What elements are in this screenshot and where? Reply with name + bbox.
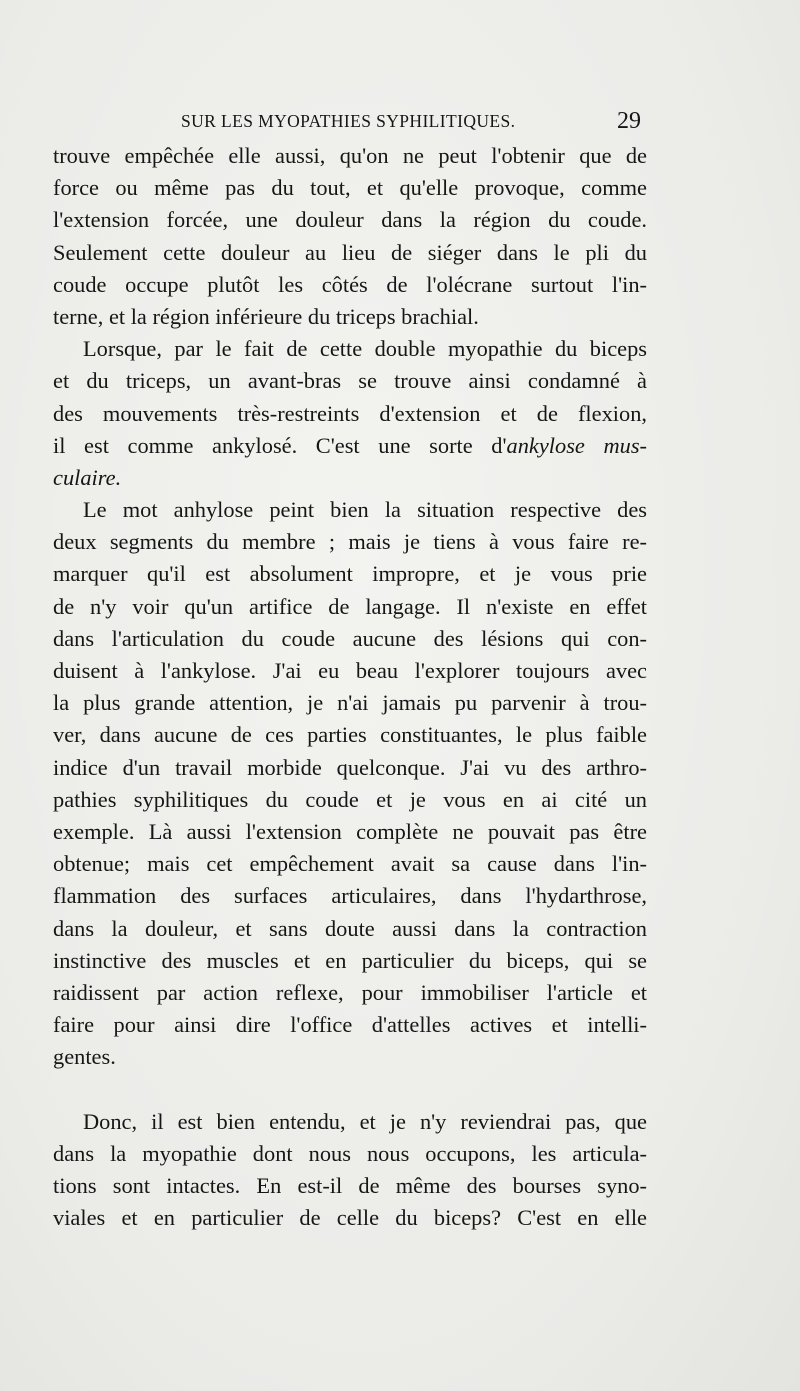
text-line <box>53 462 647 494</box>
body-text <box>53 140 647 1234</box>
text-line: Seulement cette douleur au lieu de siéger dans le pli du <box>53 239 647 265</box>
running-head <box>181 108 641 136</box>
italic-term: culaire. <box>53 464 122 490</box>
text-line: viales et en particulier de celle du biceps? C'est en elle <box>53 1205 647 1231</box>
text-line: gentes. <box>53 1044 116 1070</box>
text-line: force ou même pas du tout, et qu'elle provoque, comme <box>53 175 647 201</box>
text-line: raidissent par action reflexe, pour immobiliser l'article et <box>53 979 647 1005</box>
text-line: marquer qu'il est absolument impropre, et je vous prie <box>53 561 647 587</box>
text-line: dans la myopathie dont nous nous occupons, les articula- <box>53 1140 647 1166</box>
text-line: flammation des surfaces articulaires, dans l'hydarthrose, <box>53 883 647 909</box>
text-line: de n'y voir qu'un artifice de langage. Il n'existe en effet <box>53 593 647 619</box>
page-number: 29 <box>617 108 641 134</box>
text-line: indice d'un travail morbide quelconque. J'ai vu des arthro- <box>53 754 647 780</box>
text-line: coude occupe plutôt les côtés de l'olécrane surtout l'in- <box>53 271 647 297</box>
text-line: l'extension forcée, une douleur dans la région du coude. <box>53 207 647 233</box>
text-line: instinctive des muscles et en particulier du biceps, qui se <box>53 947 647 973</box>
text-line: dans l'articulation du coude aucune des lésions qui con- <box>53 625 647 651</box>
text-line: des mouvements très-restreints d'extension et de flexion, <box>53 400 647 426</box>
text-line: Donc, il est bien entendu, et je n'y reviendrai pas, que <box>83 1108 647 1134</box>
text-line: faire pour ainsi dire l'office d'attelles actives et intelli- <box>53 1012 647 1038</box>
text-line: dans la douleur, et sans doute aussi dans la contraction <box>53 915 647 941</box>
text-line: la plus grande attention, je n'ai jamais pu parvenir à trou- <box>53 690 647 716</box>
text-line: Le mot anhylose peint bien la situation respective des <box>83 497 647 523</box>
text-line: terne, et la région inférieure du triceps brachial. <box>53 303 479 329</box>
text-line: tions sont intactes. En est-il de même des bourses syno- <box>53 1173 647 1198</box>
text-line: deux segments du membre ; mais je tiens à vous faire re- <box>53 529 647 555</box>
text-line: et du triceps, un avant-bras se trouve ainsi condamné à <box>53 368 647 394</box>
text-line: pathies syphilitiques du coude et je vous en ai cité un <box>53 786 647 812</box>
running-title: SUR LES MYOPATHIES SYPHILITIQUES. <box>181 111 516 131</box>
text-line <box>53 430 647 462</box>
text-line: duisent à l'ankylose. J'ai eu beau l'explorer toujours avec <box>53 658 647 683</box>
text-line: exemple. Là aussi l'extension complète ne pouvait pas être <box>53 818 647 844</box>
text-line: ver, dans aucune de ces parties constituantes, le plus faible <box>53 722 647 748</box>
italic-term: ankylose mus- <box>506 432 648 458</box>
text-line: obtenue; mais cet empêchement avait sa cause dans l'in- <box>53 851 647 877</box>
text-line: Lorsque, par le fait de cette double myopathie du biceps <box>83 336 647 362</box>
text-segment: il est comme ankylosé. C'est une sorte d' <box>53 432 507 458</box>
text-line: trouve empêchée elle aussi, qu'on ne peut l'obtenir que de <box>53 143 647 168</box>
